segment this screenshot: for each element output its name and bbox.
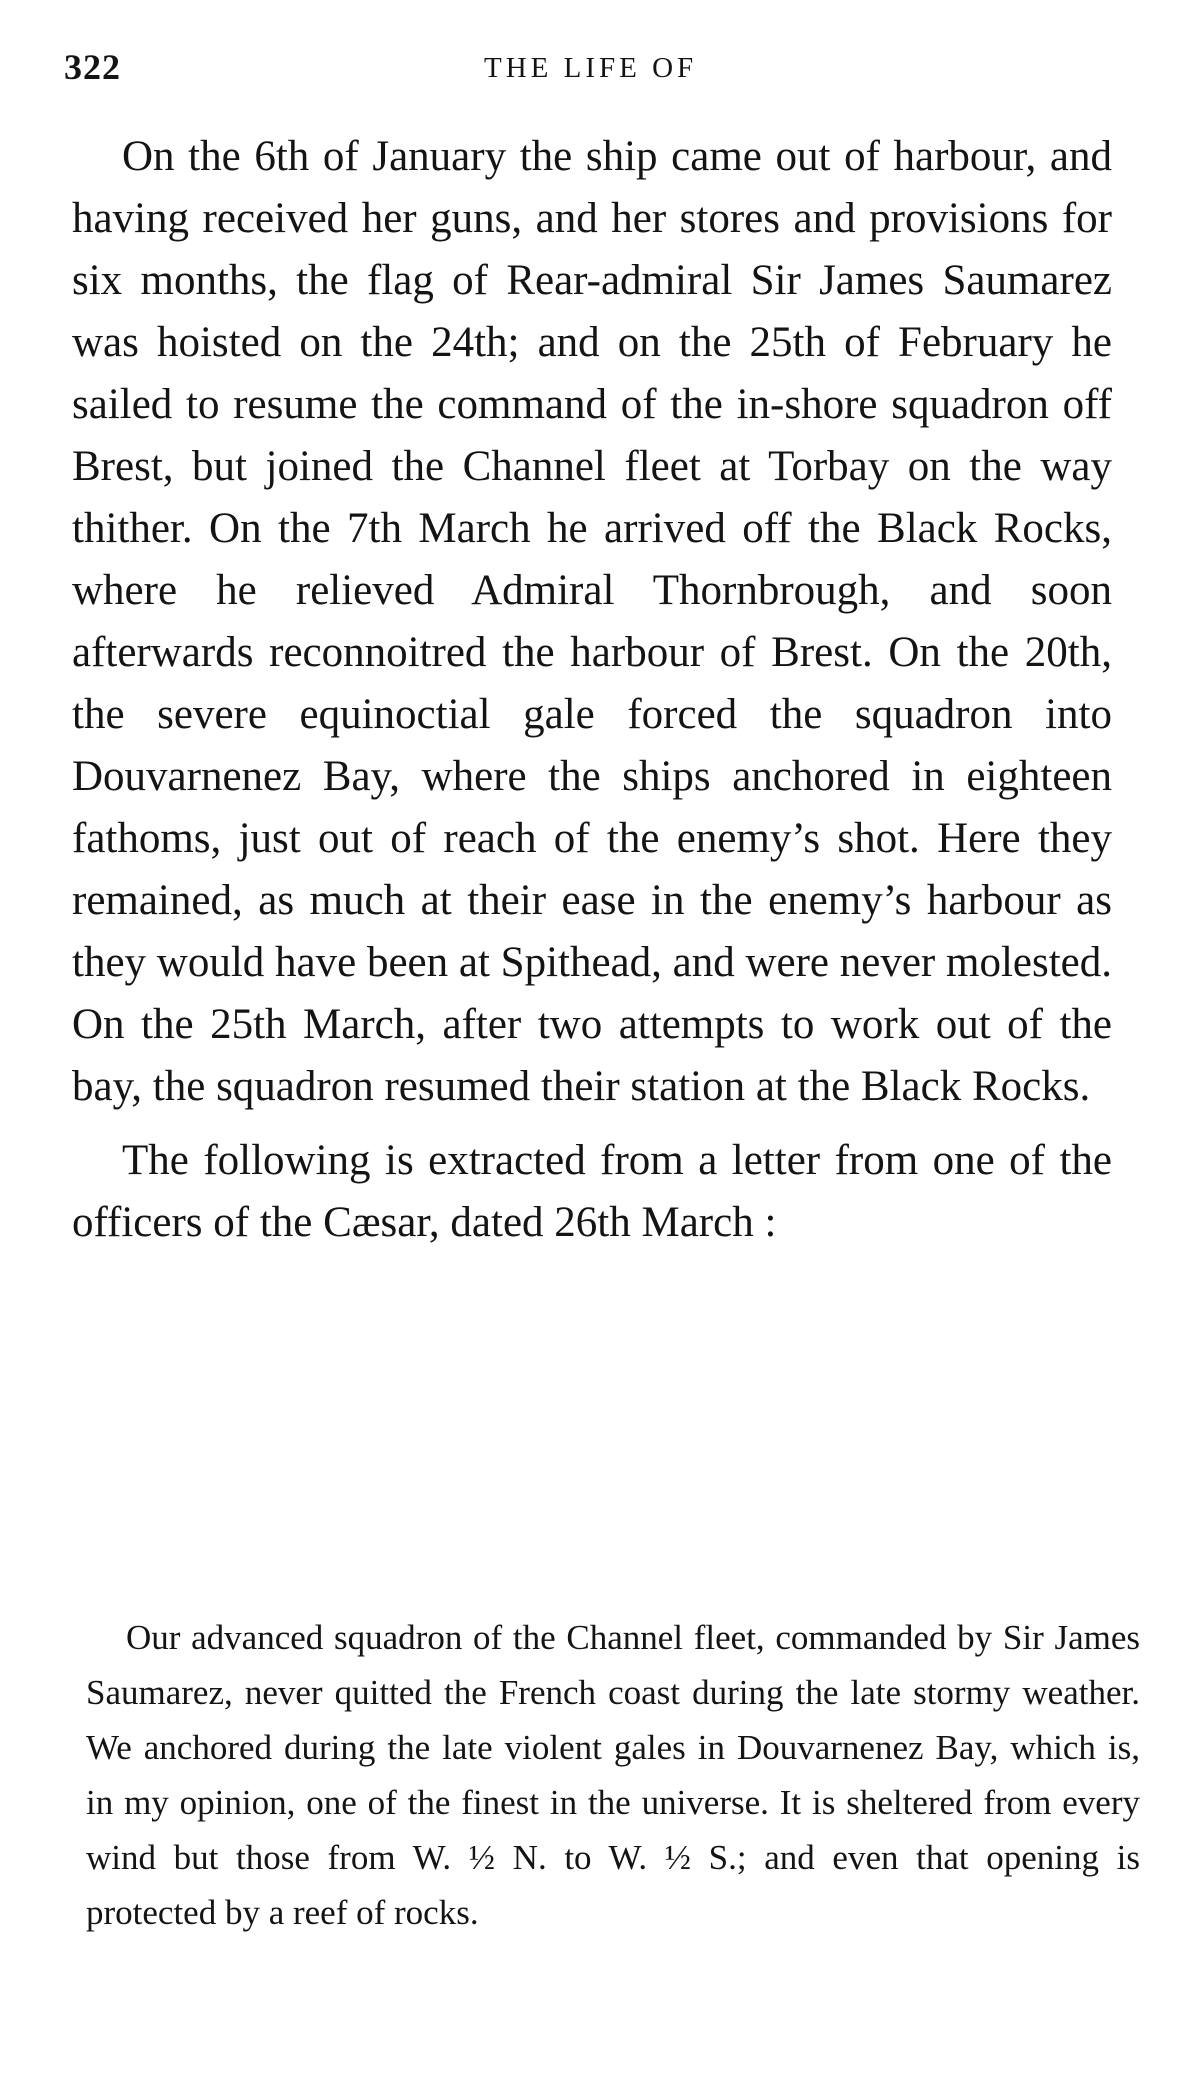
body-text	[72, 126, 1112, 1254]
running-head: THE LIFE OF	[484, 52, 698, 84]
quoted-paragraph: Our advanced squadron of the Channel fleet, commanded by Sir James Saumarez, never quitted the French coast during the late stormy weather. We anchored during the late violent gales in Douvarnenez Bay, which is, in my opinion, one of the finest in the universe. It is sheltered from every wind but those from W. ½ N. to W. ½ S.; and even that opening is protected by a reef of rocks.	[86, 1618, 1140, 1932]
page-number: 322	[64, 47, 121, 87]
page-header	[64, 46, 1113, 96]
paragraph: On the 6th of January the ship came out of harbour, and having received her guns, and her stores and provisions for six months, the flag of Rear-admiral Sir James Saumarez was hoisted on the 24th; and on the 25th of February he sailed to resume the command of the in-shore squadron off Brest, but joined the Channel fleet at Torbay on the way thither. On the 7th March he arrived off the Black Rocks, where he relieved Admiral Thornbrough, and soon afterwards reconnoitred the harbour of Brest. On the 20th, the severe equinoctial gale forced the squadron into Douvarnenez Bay, where the ships anchored in eighteen fathoms, just out of reach of the enemy’s shot. Here they remained, as much at their ease in the enemy’s harbour as they would have been at Spithead, and were never molested. On the 25th March, after two attempts to work out of the bay, the squadron resumed their station at the Black Rocks.	[72, 133, 1112, 1110]
paragraph: The following is extracted from a letter from one of the officers of the Cæsar, dated 26th March :	[72, 1137, 1112, 1246]
letter-extract	[86, 1610, 1140, 1940]
